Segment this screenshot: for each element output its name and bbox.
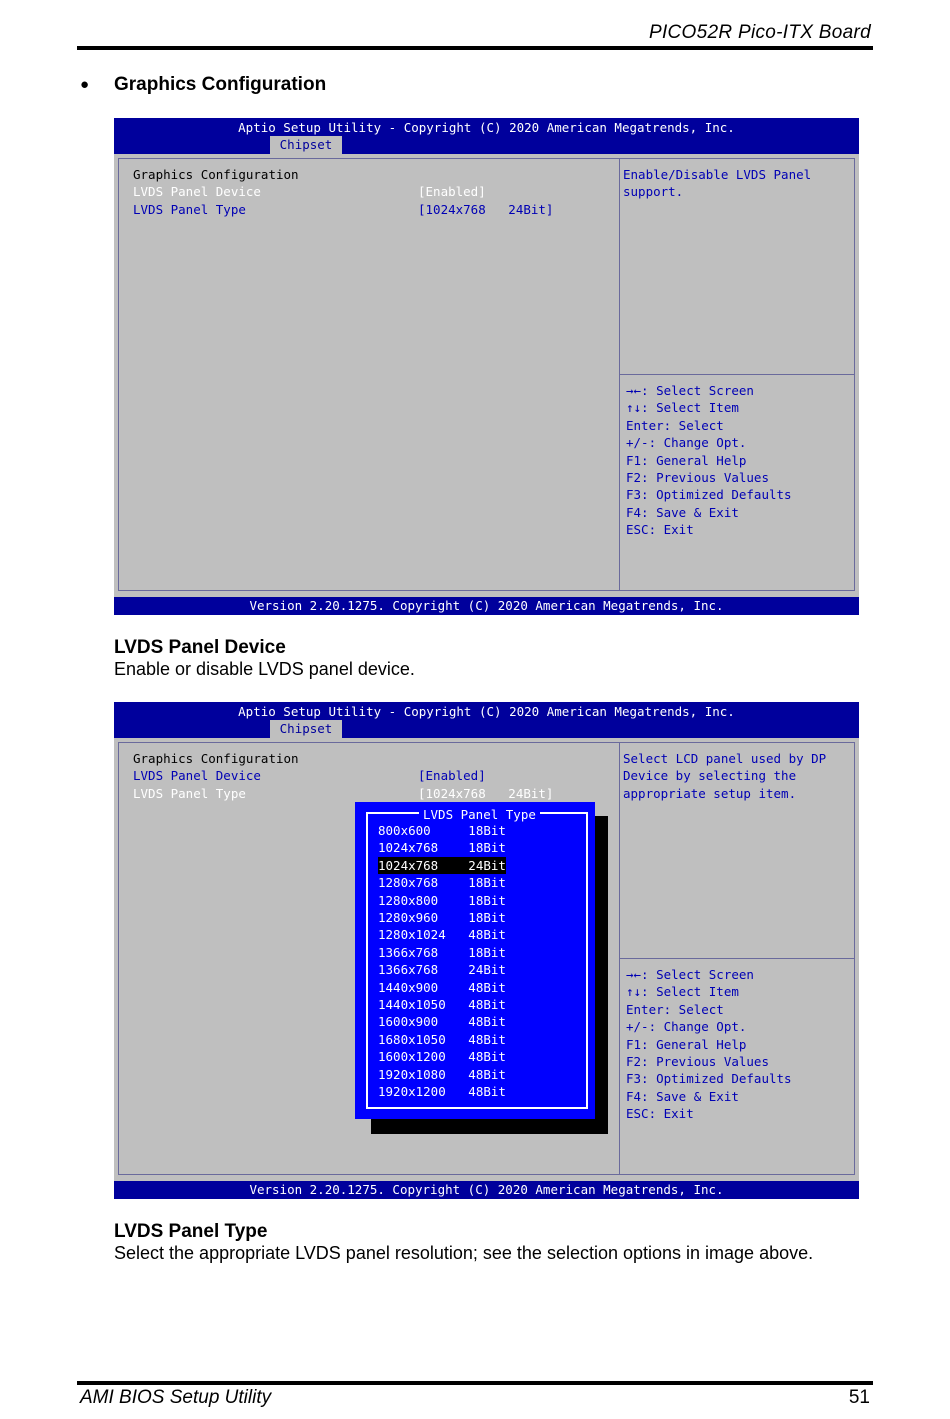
help-text-line: Enable/Disable LVDS Panel bbox=[623, 167, 812, 182]
menu-value-lvds-panel-device[interactable]: [Enabled] bbox=[418, 768, 486, 783]
popup-option[interactable]: 1280x1024 48Bit bbox=[378, 927, 506, 942]
help-text-line: Device by selecting the bbox=[623, 768, 797, 783]
desc-text-lvds-panel-device: Enable or disable LVDS panel device. bbox=[114, 659, 415, 679]
popup-option[interactable]: 1600x900 48Bit bbox=[378, 1014, 506, 1029]
bios-version-bar: Version 2.20.1275. Copyright (C) 2020 American Megatrends, Inc. bbox=[114, 1181, 859, 1199]
menu-item-lvds-panel-type[interactable]: LVDS Panel Type bbox=[133, 786, 246, 801]
key-hint: ↑↓: Select Item bbox=[626, 984, 739, 999]
bios-title-bar bbox=[114, 702, 859, 738]
popup-option[interactable]: 1280x960 18Bit bbox=[378, 910, 506, 925]
page-header-title: PICO52R Pico-ITX Board bbox=[648, 22, 871, 43]
popup-option[interactable]: 1920x1200 48Bit bbox=[378, 1084, 506, 1099]
popup-title: LVDS Panel Type bbox=[419, 806, 540, 823]
bios-horizontal-divider bbox=[620, 958, 854, 959]
popup-option[interactable]: 1280x800 18Bit bbox=[378, 893, 506, 908]
key-hint: +/-: Change Opt. bbox=[626, 435, 747, 450]
popup-option[interactable]: 1680x1050 48Bit bbox=[378, 1032, 506, 1047]
menu-item-lvds-panel-type[interactable]: LVDS Panel Type bbox=[133, 202, 246, 217]
popup-option[interactable]: 1366x768 24Bit bbox=[378, 962, 506, 977]
popup-option[interactable]: 1024x768 18Bit bbox=[378, 840, 506, 855]
key-hint: ↑↓: Select Item bbox=[626, 400, 739, 415]
help-text-line: support. bbox=[623, 184, 684, 199]
key-hint: F4: Save & Exit bbox=[626, 1089, 739, 1104]
key-hint: F2: Previous Values bbox=[626, 1054, 769, 1069]
key-hint: F4: Save & Exit bbox=[626, 505, 739, 520]
popup-option[interactable]: 1920x1080 48Bit bbox=[378, 1067, 506, 1082]
key-hint: +/-: Change Opt. bbox=[626, 1019, 747, 1034]
bios-version-bar: Version 2.20.1275. Copyright (C) 2020 American Megatrends, Inc. bbox=[114, 597, 859, 615]
menu-heading: Graphics Configuration bbox=[133, 751, 299, 766]
help-text-line: appropriate setup item. bbox=[623, 786, 797, 801]
tab-chipset[interactable]: Chipset bbox=[270, 720, 342, 738]
desc-title-lvds-panel-type: LVDS Panel Type bbox=[114, 1221, 268, 1242]
desc-text-lvds-panel-type: Select the appropriate LVDS panel resolution; see the selection options in image above. bbox=[114, 1243, 814, 1263]
bios-screen-1 bbox=[114, 118, 859, 615]
key-hint: Enter: Select bbox=[626, 1002, 724, 1017]
key-hint: F3: Optimized Defaults bbox=[626, 1071, 792, 1086]
footer-title: AMI BIOS Setup Utility bbox=[80, 1387, 272, 1408]
key-hint: Enter: Select bbox=[626, 418, 724, 433]
bios-title: Aptio Setup Utility - Copyright (C) 2020 American Megatrends, Inc. bbox=[238, 120, 735, 135]
key-hint: →←: Select Screen bbox=[626, 967, 754, 982]
bios-title-bar bbox=[114, 118, 859, 154]
section-bullet: ● bbox=[80, 76, 90, 93]
key-hint: F2: Previous Values bbox=[626, 470, 769, 485]
menu-item-lvds-panel-device[interactable]: LVDS Panel Device bbox=[133, 184, 261, 199]
page-number: 51 bbox=[848, 1387, 870, 1408]
key-hint: F1: General Help bbox=[626, 1037, 747, 1052]
footer-rule bbox=[77, 1381, 873, 1385]
key-hint: →←: Select Screen bbox=[626, 383, 754, 398]
section-title: Graphics Configuration bbox=[114, 74, 327, 95]
popup-option[interactable]: 1440x900 48Bit bbox=[378, 980, 506, 995]
lvds-panel-type-popup bbox=[355, 802, 595, 1119]
menu-heading: Graphics Configuration bbox=[133, 167, 299, 182]
menu-value-lvds-panel-type[interactable]: [1024x768 24Bit] bbox=[418, 202, 554, 217]
bios-title: Aptio Setup Utility - Copyright (C) 2020 American Megatrends, Inc. bbox=[238, 704, 735, 719]
key-hint: ESC: Exit bbox=[626, 522, 694, 537]
bios-horizontal-divider bbox=[620, 374, 854, 375]
menu-item-lvds-panel-device[interactable]: LVDS Panel Device bbox=[133, 768, 261, 783]
popup-option[interactable]: 1280x768 18Bit bbox=[378, 875, 506, 890]
popup-option[interactable]: 1366x768 18Bit bbox=[378, 945, 506, 960]
popup-option-selected[interactable]: 1024x768 24Bit bbox=[378, 858, 506, 873]
popup-option[interactable]: 800x600 18Bit bbox=[378, 823, 506, 838]
header-rule bbox=[77, 46, 873, 50]
desc-title-lvds-panel-device: LVDS Panel Device bbox=[114, 637, 286, 658]
key-hint: F3: Optimized Defaults bbox=[626, 487, 792, 502]
menu-value-lvds-panel-device[interactable]: [Enabled] bbox=[418, 184, 486, 199]
key-hint: F1: General Help bbox=[626, 453, 747, 468]
menu-value-lvds-panel-type[interactable]: [1024x768 24Bit] bbox=[418, 786, 554, 801]
popup-option[interactable]: 1440x1050 48Bit bbox=[378, 997, 506, 1012]
bios-screen-2 bbox=[114, 702, 859, 1199]
tab-chipset[interactable]: Chipset bbox=[270, 136, 342, 154]
popup-option[interactable]: 1600x1200 48Bit bbox=[378, 1049, 506, 1064]
help-text-line: Select LCD panel used by DP bbox=[623, 751, 827, 766]
key-hint: ESC: Exit bbox=[626, 1106, 694, 1121]
